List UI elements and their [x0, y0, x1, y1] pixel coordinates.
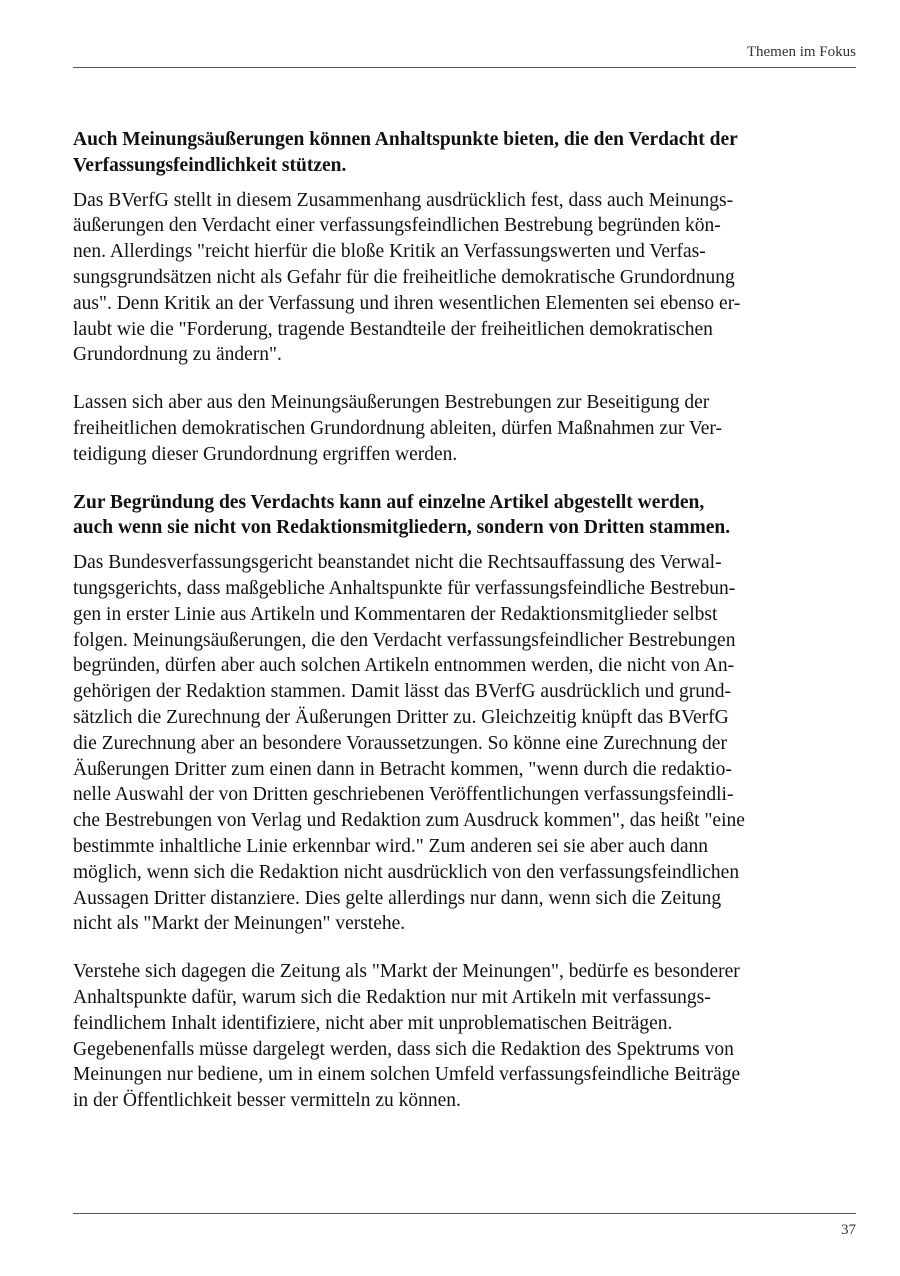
text-line: folgen. Meinungsäußerungen, die den Verdacht verfassungsfeindlicher Bestrebungen [73, 629, 736, 651]
text-line: sungsgrundsätzen nicht als Gefahr für die freiheitliche demokratische Grundordnung [73, 266, 735, 288]
text-line: nicht als "Markt der Meinungen" verstehe. [73, 913, 406, 935]
text-line: aus". Denn Kritik an der Verfassung und ihren wesentlichen Elementen sei ebenso er- [73, 292, 741, 314]
running-header-title: Themen im Fokus [746, 44, 856, 60]
heading-line: Zur Begründung des Verdachts kann auf einzelne Artikel abgestellt werden, [73, 491, 705, 513]
text-line: Meinungen nur bediene, um in einem solchen Umfeld verfassungsfeindliche Beiträge [73, 1064, 741, 1086]
text-line: freiheitlichen demokratischen Grundordnung ableiten, dürfen Maßnahmen zur Ver- [73, 417, 723, 439]
text-line: Verstehe sich dagegen die Zeitung als "Markt der Meinungen", bedürfe es besonderer [73, 961, 740, 983]
text-line: Grundordnung zu ändern". [73, 344, 282, 366]
section-heading-2 [73, 490, 813, 542]
heading-line: Verfassungsfeindlichkeit stützen. [73, 154, 347, 176]
text-line: bestimmte inhaltliche Linie erkennbar wird." Zum anderen sei sie aber auch dann [73, 835, 708, 857]
text-line: Anhaltspunkte dafür, warum sich die Redaktion nur mit Artikeln mit verfassungs- [73, 986, 711, 1008]
paragraph-4 [73, 959, 813, 1114]
section-heading-1 [73, 127, 813, 179]
paragraph-2 [73, 390, 813, 467]
text-line: teidigung dieser Grundordnung ergriffen werden. [73, 443, 458, 465]
page-body [73, 127, 813, 1136]
text-line: laubt wie die "Forderung, tragende Bestandteile der freiheitlichen demokratischen [73, 318, 713, 340]
paragraph-1 [73, 188, 813, 369]
text-line: Das BVerfG stellt in diesem Zusammenhang ausdrücklich fest, dass auch Meinungs- [73, 189, 734, 211]
text-line: gen in erster Linie aus Artikeln und Kommentaren der Redaktionsmitglieder selbst [73, 603, 718, 625]
text-line: nen. Allerdings "reicht hierfür die bloße Kritik an Verfassungswerten und Verfas- [73, 241, 706, 263]
text-line: in der Öffentlichkeit besser vermitteln zu können. [73, 1090, 461, 1112]
text-line: Äußerungen Dritter zum einen dann in Betracht kommen, "wenn durch die redaktio- [73, 758, 732, 780]
text-line: Lassen sich aber aus den Meinungsäußerungen Bestrebungen zur Beseitigung der [73, 392, 710, 414]
paragraph-3 [73, 550, 813, 937]
header-divider [73, 67, 856, 68]
text-line: begründen, dürfen aber auch solchen Artikeln entnommen werden, die nicht von An- [73, 655, 735, 677]
heading-line: Auch Meinungsäußerungen können Anhaltspunkte bieten, die den Verdacht der [73, 129, 738, 150]
footer-divider [73, 1213, 856, 1214]
text-line: Das Bundesverfassungsgericht beanstandet nicht die Rechtsauffassung des Verwal- [73, 552, 722, 574]
text-line: äußerungen den Verdacht einer verfassungsfeindlichen Bestrebung begründen kön- [73, 215, 721, 237]
text-line: che Bestrebungen von Verlag und Redaktion zum Ausdruck kommen", das heißt "eine [73, 810, 745, 832]
page-number: 37 [841, 1222, 856, 1238]
text-line: feindlichem Inhalt identifiziere, nicht aber mit unproblematischen Beiträgen. [73, 1012, 673, 1034]
text-line: nelle Auswahl der von Dritten geschriebenen Veröffentlichungen verfassungsfeindli- [73, 784, 734, 806]
text-line: gehörigen der Redaktion stammen. Damit lässt das BVerfG ausdrücklich und grund- [73, 681, 731, 703]
heading-line: auch wenn sie nicht von Redaktionsmitgliedern, sondern von Dritten stammen. [73, 517, 731, 539]
text-line: tungsgerichts, dass maßgebliche Anhaltspunkte für verfassungsfeindliche Bestrebun- [73, 577, 736, 599]
text-line: Aussagen Dritter distanziere. Dies gelte allerdings nur dann, wenn sich die Zeitung [73, 887, 722, 909]
text-line: möglich, wenn sich die Redaktion nicht ausdrücklich von den verfassungsfeindlichen [73, 861, 740, 883]
text-line: Gegebenenfalls müsse dargelegt werden, dass sich die Redaktion des Spektrums von [73, 1038, 734, 1060]
text-line: die Zurechnung aber an besondere Voraussetzungen. So könne eine Zurechnung der [73, 732, 727, 754]
text-line: sätzlich die Zurechnung der Äußerungen Dritter zu. Gleichzeitig knüpft das BVerfG [73, 706, 729, 728]
